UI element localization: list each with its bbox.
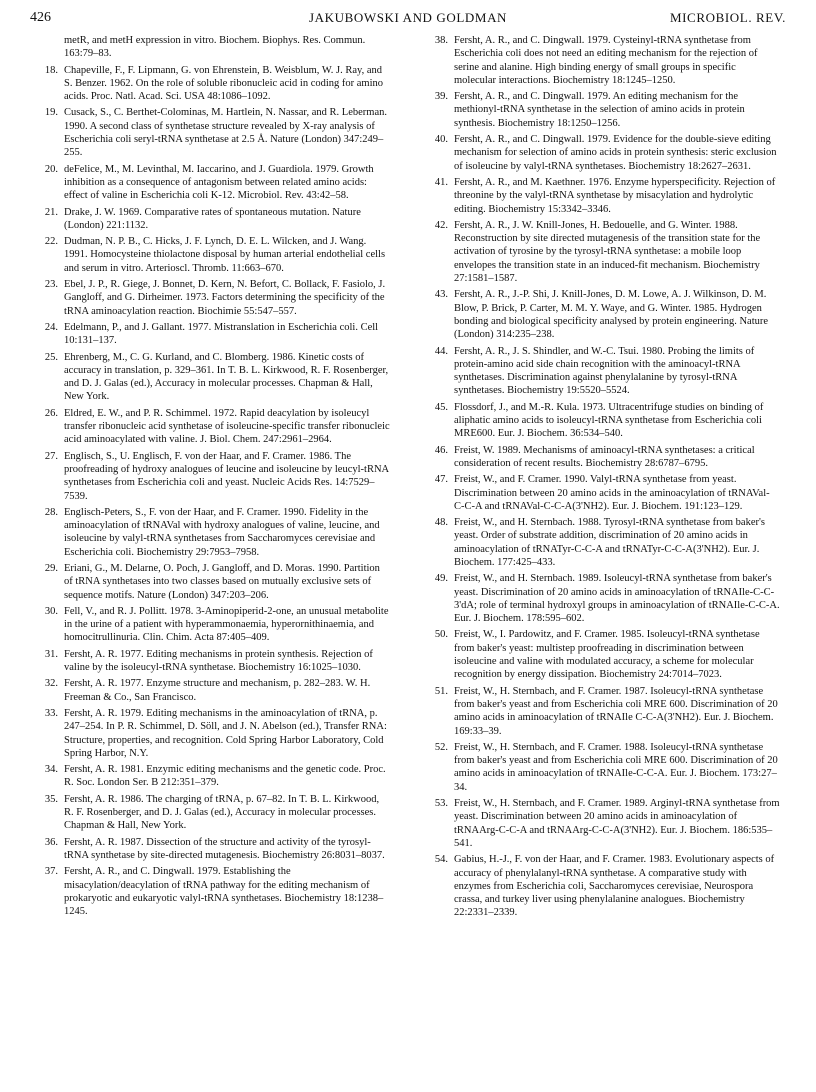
reference-text: Fersht, A. R., J. W. Knill-Jones, H. Bedouelle, and G. Winter. 1988. Reconstruction by site directed mutagenesis of the transition state for the activation of tyrosine by the tyrosyl-tRNA synthetase: a mobile loop envelopes the transition state in an induced-fit mechanism. Biochemistry 27:1581–1587. [454, 219, 761, 285]
reference-item [38, 450, 390, 503]
reference-number: 49. [434, 573, 448, 585]
reference-text: Eriani, G., M. Delarne, O. Poch, J. Gangloff, and D. Moras. 1990. Partition of tRNA synthetases into two classes based on mutually exclusive sets of sequence motifs. Nature (London) 347:203–206. [64, 562, 380, 601]
reference-item [428, 797, 780, 850]
reference-number: 21. [44, 206, 58, 218]
reference-number: 48. [434, 517, 448, 529]
reference-number: 33. [44, 707, 58, 719]
reference-number: 53. [434, 798, 448, 810]
reference-text: Flossdorf, J., and M.-R. Kula. 1973. Ultracentrifuge studies on binding of aliphatic amino acids to isoleucyl-tRNA synthetase from Escherichia coli MRE600. Eur. J. Biochem. 36:534–540. [454, 401, 764, 440]
reference-text: Englisch, S., U. Englisch, F. von der Haar, and F. Cramer. 1986. The proofreading of hydroxy analogues of leucine and isoleucine by leucyl-tRNA synthetases from Escherichia coli and yeast. Nucleic Acids Res. 14:7529–7539. [64, 450, 389, 502]
reference-number: 43. [434, 289, 448, 301]
reference-item [428, 572, 780, 625]
reference-number: 45. [434, 401, 448, 413]
reference-number: 42. [434, 219, 448, 231]
reference-column-right [428, 34, 780, 923]
reference-number: 22. [44, 236, 58, 248]
reference-item [38, 206, 390, 233]
reference-text: Fersht, A. R., and M. Kaethner. 1976. Enzyme hyperspecificity. Rejection of threonine by the valyl-tRNA synthetase by misacylation and hydrolytic editing. Biochemistry 15:3342–3346. [454, 176, 776, 215]
reference-text: deFelice, M., M. Levinthal, M. Iaccarino, and J. Guardiola. 1979. Growth inhibition as a consequence of antagonism between related amino acids: effect of valine in Escherichia coli K-12. Microbiol. Rev. 43:42–58. [64, 163, 374, 202]
reference-item [428, 685, 780, 738]
reference-item [38, 793, 390, 833]
reference-number: 26. [44, 407, 58, 419]
reference-number: 50. [434, 629, 448, 641]
reference-text: Gabius, H.-J., F. von der Haar, and F. Cramer. 1983. Evolutionary aspects of accuracy of phenylalanyl-tRNA synthetase. A comparative study with enzymes from Escherichia coli, Saccharomyces cerevisiae, Neurospora crassa, and turkey liver using phenylalanine analogues. Biochemistry 22:2331–2339. [454, 854, 775, 919]
reference-item [428, 628, 780, 681]
reference-number: 41. [434, 176, 448, 188]
reference-text: Ehrenberg, M., C. G. Kurland, and C. Blomberg. 1986. Kinetic costs of accuracy in translation, p. 329–361. In T. B. L. Kirkwood, R. F. Rosenberger, and D. J. Galas (ed.), Accuracy in molecular processes. Chapman & Hall, New York. [64, 351, 389, 403]
reference-number: 46. [434, 444, 448, 456]
reference-item [38, 648, 390, 675]
reference-item [428, 853, 780, 919]
reference-text: metR, and metH expression in vitro. Biochem. Biophys. Res. Commun. 163:79–83. [64, 35, 366, 60]
reference-item [38, 677, 390, 704]
reference-item [428, 176, 780, 216]
reference-number: 31. [44, 648, 58, 660]
reference-text: Edelmann, P., and J. Gallant. 1977. Mistranslation in Escherichia coli. Cell 10:131–137. [64, 321, 379, 347]
reference-item [428, 133, 780, 173]
reference-text: Fersht, A. R., and C. Dingwall. 1979. An editing mechanism for the methionyl-tRNA synthetase in the selection of amino acids in protein synthesis. Biochemistry 18:1250–1256. [454, 91, 745, 129]
reference-item [38, 106, 390, 159]
reference-item [38, 763, 390, 790]
reference-text: Freist, W., H. Sternbach, and F. Cramer. 1988. Isoleucyl-tRNA synthetase from baker's yeast and from Escherichia coli MRE 600. Discrimination of 20 amino acids in aminoacylation of tRNAIle-C-C-A. Eur. J. Biochem. 173:27–34. [454, 741, 778, 793]
reference-item [38, 562, 390, 602]
reference-item [38, 34, 390, 61]
reference-number: 39. [434, 91, 448, 103]
reference-text: Fersht, A. R., and C. Dingwall. 1979. Evidence for the double-sieve editing mechanism for selection of amino acids in protein synthesis: steric exclusion of isoleucine by valyl-tRNA synthetases. Biochemistry 18:2627–2631. [454, 134, 777, 172]
reference-text: Freist, W., I. Pardowitz, and F. Cramer. 1985. Isoleucyl-tRNA synthetase from baker's yeast: multistep proofreading in discrimination between isoleucine and valine with modulated accuracy, a scheme for molecular recognition by energy dissipation. Biochemistry 24:7014–7023. [454, 629, 760, 681]
reference-number: 52. [434, 741, 448, 753]
reference-item [38, 163, 390, 203]
reference-text: Chapeville, F., F. Lipmann, G. von Ehrenstein, B. Weisblum, W. J. Ray, and S. Benzer. 1962. On the role of soluble ribonucleic acid in coding for amino acids. Proc. Natl. Acad. Sci. USA 48:1086–1092. [64, 64, 384, 103]
reference-item [38, 506, 390, 559]
reference-text: Fersht, A. R. 1987. Dissection of the structure and activity of the tyrosyl-tRNA synthetase by site-directed mutagenesis. Biochemistry 26:8031–8037. [64, 836, 385, 861]
reference-number: 18. [44, 64, 58, 76]
reference-number: 30. [44, 605, 58, 617]
reference-item [38, 351, 390, 404]
reference-text: Freist, W., H. Sternbach, and F. Cramer. 1989. Arginyl-tRNA synthetase from yeast. Discrimination between 20 amino acids in aminoacylation of tRNAArg-C-C-A and tRNAArg-C-C-A(3'NH2). Eur. J. Biochem. 186:535–541. [454, 798, 780, 849]
reference-text: Freist, W., and H. Sternbach. 1989. Isoleucyl-tRNA synthetase from baker's yeast. Discrimination of 20 amino acids in aminoacylation of tRNAIle-C-C-3'dA; role of terminal hydroxyl groups in aminoacylation of tRNAIle-C-C-A. Eur. J. Biochem. 178:595–602. [454, 573, 780, 625]
reference-number: 51. [434, 685, 448, 697]
reference-number: 20. [44, 163, 58, 175]
reference-text: Freist, W., and H. Sternbach. 1988. Tyrosyl-tRNA synthetase from baker's yeast. Order of substrate addition, discrimination of 20 amino acids in aminoacylation of tRNATyr-C-C-A and tRNATyr-C-C-A(3'NH2). Eur. J. Biochem. 177:425–433. [454, 517, 765, 568]
reference-number: 40. [434, 134, 448, 146]
reference-item [38, 64, 390, 104]
reference-number: 24. [44, 321, 58, 333]
reference-item [38, 321, 390, 348]
reference-item [38, 865, 390, 918]
journal-name: MICROBIOL. REV. [669, 10, 786, 25]
reference-number: 29. [44, 562, 58, 574]
reference-item [38, 605, 390, 645]
reference-number: 27. [44, 450, 58, 462]
reference-item [428, 401, 780, 441]
reference-item [428, 288, 780, 341]
reference-text: Dudman, N. P. B., C. Hicks, J. F. Lynch, D. E. L. Wilcken, and J. Wang. 1991. Homocysteine thiolactone disposal by human arterial endothelial cells and serum in vitro. Arterioscl. Thromb. 11:663–670. [64, 236, 386, 274]
reference-text: Fell, V., and R. J. Pollitt. 1978. 3-Aminopiperid-2-one, an unusual metabolite in the urine of a patient with hyperammonaemia, hyperornithinaemia, and homocitrullinuria. Clin. Chim. Acta 87:405–409. [64, 605, 389, 644]
reference-number: 23. [44, 279, 58, 291]
reference-number: 19. [44, 107, 58, 119]
reference-number: 28. [44, 506, 58, 518]
reference-text: Fersht, A. R. 1977. Enzyme structure and mechanism, p. 282–283. W. H. Freeman & Co., San Francisco. [64, 678, 371, 703]
reference-text: Fersht, A. R. 1986. The charging of tRNA, p. 67–82. In T. B. L. Kirkwood, R. F. Rosenberger, and D. J. Galas (ed.), Accuracy in molecular processes. Chapman & Hall, New York. [64, 793, 380, 832]
reference-text: Eldred, E. W., and P. R. Schimmel. 1972. Rapid deacylation by isoleucyl transfer ribonucleic acid synthetase of isoleucine-specific transfer ribonucleic acid aminoacylated with valine. J. Biol. Chem. 247:2961–2964. [64, 407, 390, 446]
reference-number: 34. [44, 764, 58, 776]
reference-number: 35. [44, 793, 58, 805]
reference-item [38, 836, 390, 863]
reference-item [38, 407, 390, 447]
reference-item [428, 345, 780, 398]
reference-number: 44. [434, 345, 448, 357]
reference-text: Fersht, A. R., and C. Dingwall. 1979. Establishing the misacylation/deacylation of tRNA pathway for the editing mechanism of prokaryotic and eukaryotic valyl-tRNA synthetases. Biochemistry 18:1238–1245. [64, 866, 384, 918]
reference-text: Drake, J. W. 1969. Comparative rates of spontaneous mutation. Nature (London) 221:1132. [64, 206, 361, 231]
reference-number: 47. [434, 474, 448, 486]
reference-item [428, 90, 780, 130]
reference-item [38, 278, 390, 318]
reference-number: 37. [44, 866, 58, 878]
reference-text: Fersht, A. R., and C. Dingwall. 1979. Cysteinyl-tRNA synthetase from Escherichia coli does not need an editing mechanism for the rejection of serine and alanine. High binding energy of small groups in specific molecular interactions. Biochemistry 18:1245–1250. [454, 35, 758, 86]
reference-number: 25. [44, 351, 58, 363]
reference-text: Fersht, A. R., J. S. Shindler, and W.-C. Tsui. 1980. Probing the limits of protein-amino acid side chain recognition with the aminoacyl-tRNA synthetases. Discrimination against phenylalanine by tyrosyl-tRNA synthetases. Biochemistry 19:5520–5524. [454, 345, 755, 397]
reference-text: Freist, W. 1989. Mechanisms of aminoacyl-tRNA synthetases: a critical consideration of recent results. Biochemistry 28:6787–6795. [454, 444, 755, 469]
reference-text: Fersht, A. R. 1977. Editing mechanisms in protein synthesis. Rejection of valine by the isoleucyl-tRNA synthetase. Biochemistry 16:1025–1030. [64, 648, 373, 674]
reference-column-left [38, 34, 390, 921]
reference-text: Fersht, A. R., J.-P. Shi, J. Knill-Jones, D. M. Lowe, A. J. Wilkinson, D. M. Blow, P. Brick, P. Carter, M. M. Y. Waye, and G. Winter. 1985. Hydrogen bonding and biological specificity analysed by protein engineering. Nature (London) 314:235–238. [454, 289, 769, 341]
reference-item [38, 707, 390, 760]
reference-text: Cusack, S., C. Berthet-Colominas, M. Hartlein, N. Nassar, and R. Leberman. 1990. A second class of synthetase structure revealed by X-ray analysis of Escherichia coli seryl-tRNA synthetase at 2.5 Å. Nature (London) 347:249–255. [64, 107, 387, 159]
page-number: 426 [30, 10, 51, 25]
reference-item [428, 219, 780, 285]
reference-item [428, 741, 780, 794]
reference-number: 32. [44, 678, 58, 690]
reference-item [428, 444, 780, 471]
reference-text: Freist, W., and F. Cramer. 1990. Valyl-tRNA synthetase from yeast. Discrimination between 20 amino acids in the aminoacylation of tRNAVal-C-C-A and tRNAVal-C-C-A(3'NH2). Eur. J. Biochem. 191:123–129. [454, 474, 770, 512]
reference-number: 54. [434, 854, 448, 866]
reference-item [428, 516, 780, 569]
reference-number: 36. [44, 836, 58, 848]
reference-number: 38. [434, 35, 448, 46]
reference-text: Ebel, J. P., R. Giege, J. Bonnet, D. Kern, N. Befort, C. Bollack, F. Fasiolo, J. Gangloff, and G. Dirheimer. 1973. Factors determining the specificity of the tRNA aminoacylation reaction. Biochimie 55:547–557. [64, 279, 386, 317]
reference-text: Freist, W., H. Sternbach, and F. Cramer. 1987. Isoleucyl-tRNA synthetase from baker's yeast and from Escherichia coli MRE 600. Discrimination of 20 amino acids in aminoacylation of tRNAIle C-C-A(3'NH2). Eur. J. Biochem. 169:33–39. [454, 685, 778, 737]
reference-text: Fersht, A. R. 1981. Enzymic editing mechanisms and the genetic code. Proc. R. Soc. London Ser. B 212:351–379. [64, 764, 386, 789]
reference-text: Fersht, A. R. 1979. Editing mechanisms in the aminoacylation of tRNA, p. 247–254. In P. R. Schimmel, D. Söll, and J. N. Abelson (ed.), Transfer RNA: Structure, properties, and recognition. Cold Spring Harbor Laboratory, Cold Spring Harbor, N.Y. [64, 707, 387, 759]
running-title: JAKUBOWSKI AND GOLDMAN [308, 10, 508, 25]
reference-text: Englisch-Peters, S., F. von der Haar, and F. Cramer. 1990. Fidelity in the aminoacylation of tRNAVal with hydroxy analogues of valine, leucine, and isoleucine by valyl-tRNA synthetases from Saccharomyces cerevisiae and Escherichia coli. Biochemistry 29:7953–7958. [64, 506, 380, 558]
reference-item [428, 473, 780, 513]
reference-item [428, 34, 780, 87]
reference-item [38, 235, 390, 275]
